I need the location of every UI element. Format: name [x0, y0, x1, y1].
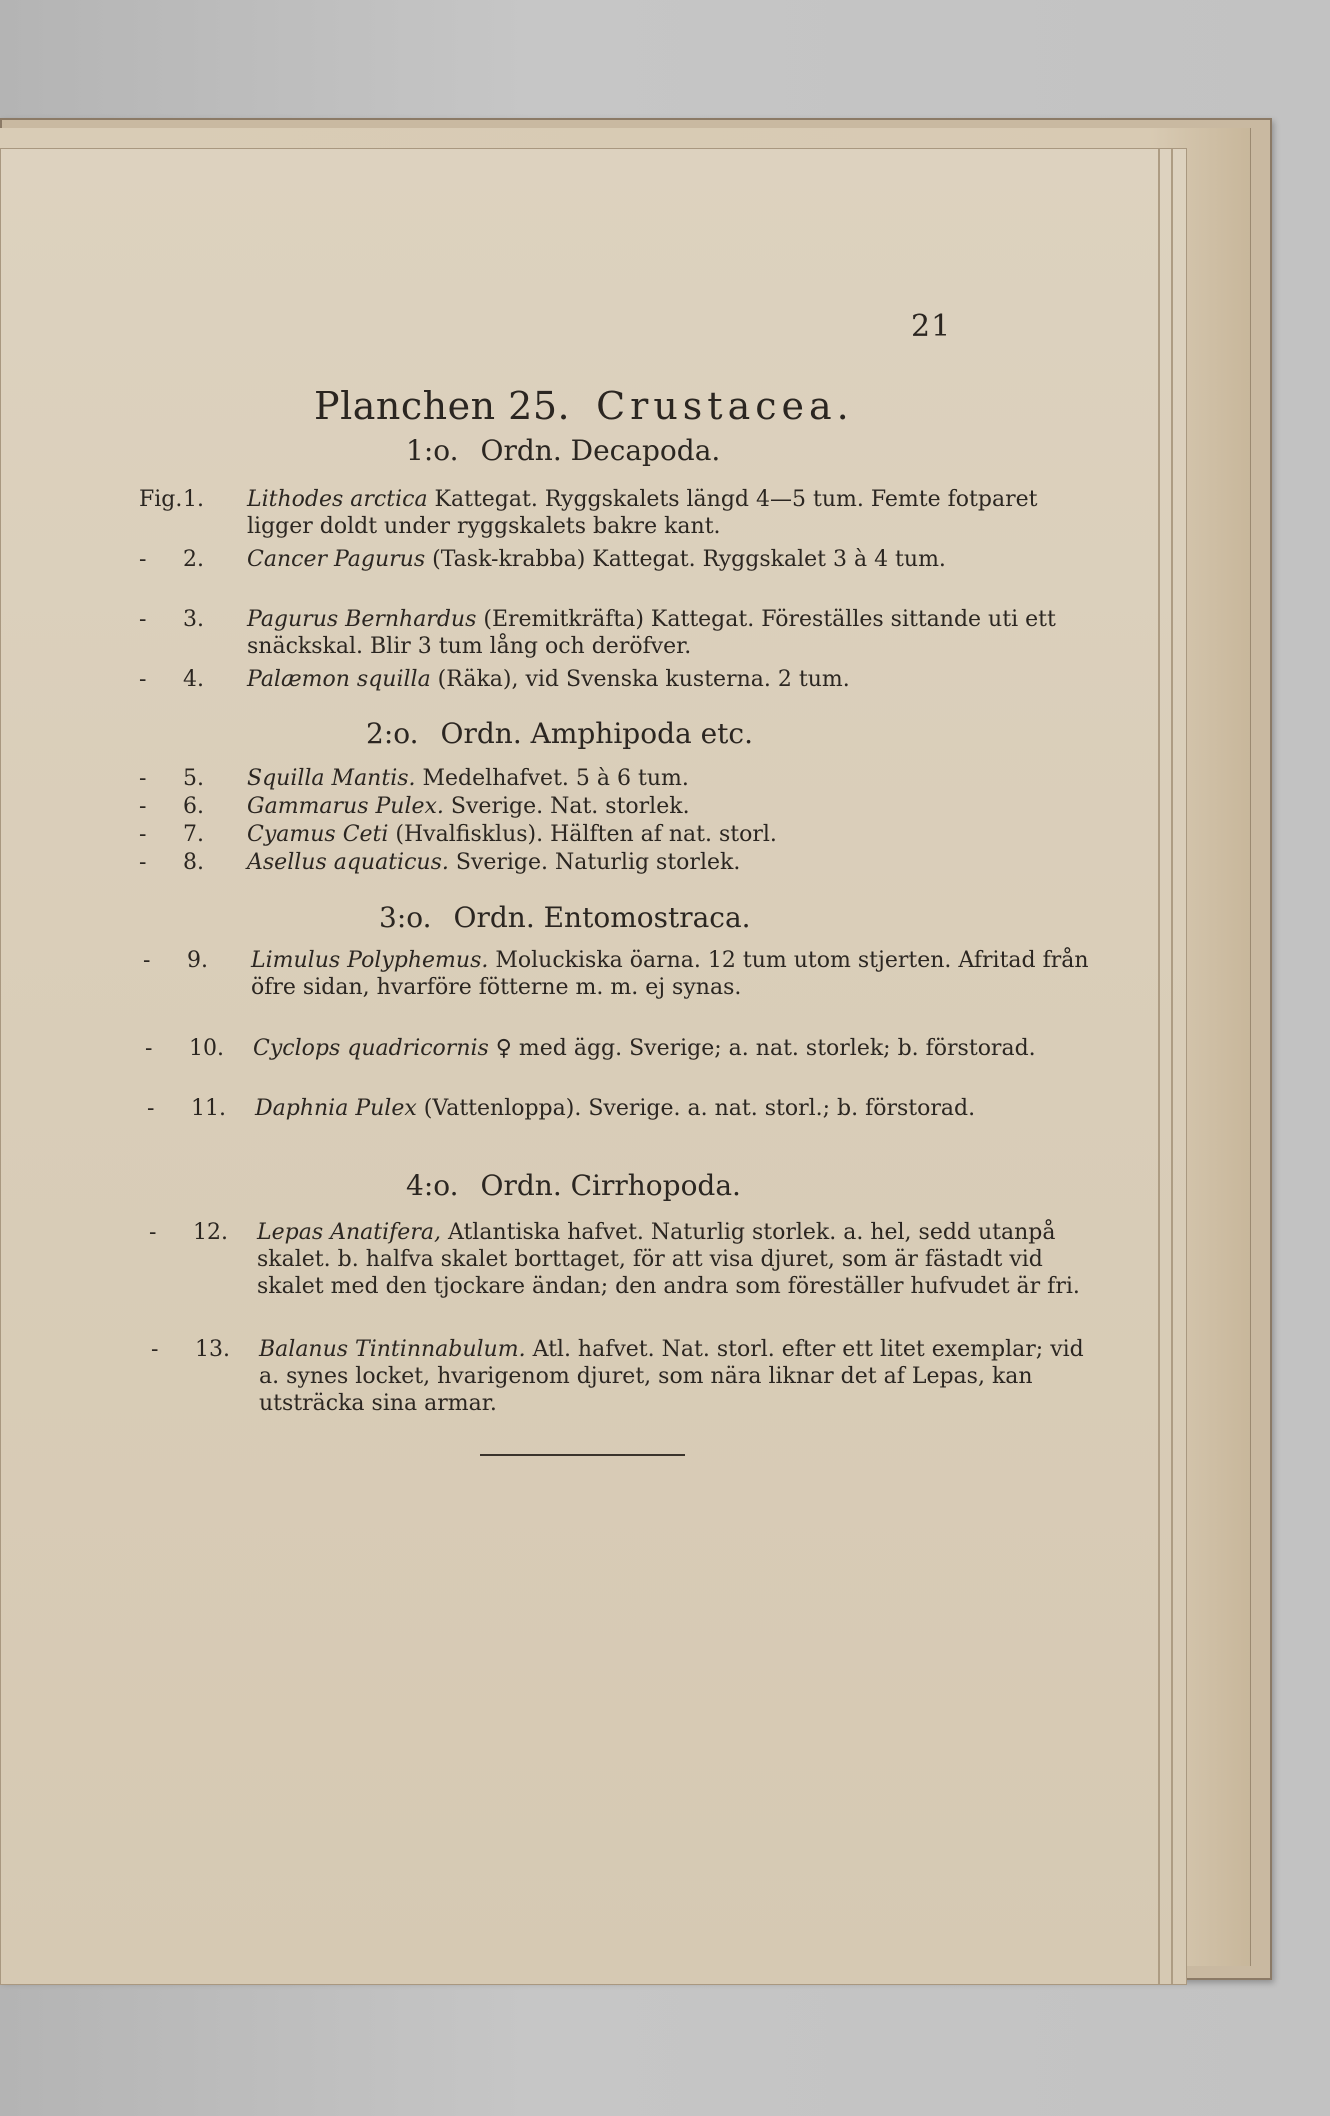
figure-prefix	[151, 1336, 246, 1363]
entry-marker: -	[139, 850, 147, 875]
entry-marker: -	[147, 1096, 155, 1121]
figure-entry	[139, 606, 1092, 660]
page-number: 21	[911, 309, 952, 344]
figure-number: 3.	[183, 607, 204, 632]
order-label: Ordn. Amphipoda etc.	[440, 717, 753, 750]
order-heading	[406, 1169, 741, 1202]
figure-entry	[139, 849, 1092, 876]
species-description: (Vattenloppa). Sverige. a. nat. storl.; b. förstorad.	[416, 1096, 976, 1121]
figure-prefix	[139, 486, 234, 513]
figure-entry	[151, 1336, 1104, 1417]
entry-marker: -	[139, 667, 147, 692]
figure-number: 11.	[191, 1096, 226, 1121]
order-number: 3:o.	[379, 901, 432, 934]
species-description: Atlantiska hafvet. Naturlig storlek. a. hel, sedd utanpå skalet. b. halfva skalet borttaget, för att visa djuret, som är fästadt vid skalet med den tjockare ändan; den andra som föreställer hufvudet är fri.	[257, 1220, 1080, 1299]
species-description: Medelhafvet. 5 à 6 tum.	[415, 766, 689, 791]
figure-prefix	[145, 1035, 240, 1062]
entry-marker: -	[139, 822, 147, 847]
figure-entry	[139, 821, 1092, 848]
figure-prefix	[139, 765, 234, 792]
book-page	[0, 148, 1187, 1985]
species-description: Sverige. Naturlig storlek.	[448, 850, 741, 875]
figure-number: 7.	[183, 822, 204, 847]
figure-prefix	[139, 821, 234, 848]
species-name: Daphnia Pulex	[255, 1096, 417, 1121]
figure-entry	[149, 1219, 1102, 1300]
figure-prefix	[139, 546, 234, 573]
species-name: Squilla Mantis.	[247, 766, 416, 791]
species-description: (Hvalfisklus). Hälften af nat. storl.	[388, 822, 777, 847]
figure-number: 6.	[183, 794, 204, 819]
order-label: Ordn. Decapoda.	[480, 434, 721, 467]
entry-marker: -	[139, 794, 147, 819]
species-name: Cyclops quadricornis	[253, 1036, 489, 1061]
species-name: Gammarus Pulex.	[247, 794, 444, 819]
figure-entry	[143, 947, 1096, 1001]
figure-number: 12.	[193, 1220, 228, 1245]
figure-number: 4.	[183, 667, 204, 692]
order-heading	[366, 717, 753, 750]
order-heading	[406, 434, 720, 467]
entry-marker: Fig.	[139, 487, 183, 512]
species-name: Limulus Polyphemus.	[251, 948, 489, 973]
figure-prefix	[139, 666, 234, 693]
species-name: Cyamus Ceti	[247, 822, 389, 847]
page-edge-line	[1171, 149, 1173, 1984]
figure-entry	[139, 793, 1092, 820]
figure-prefix	[139, 606, 234, 633]
figure-prefix	[149, 1219, 244, 1246]
figure-number: 10.	[189, 1036, 224, 1061]
species-name: Balanus Tintinnabulum.	[259, 1337, 526, 1362]
figure-entry	[139, 546, 1092, 573]
figure-prefix	[147, 1095, 242, 1122]
species-description: Sverige. Nat. storlek.	[443, 794, 690, 819]
figure-entry	[145, 1035, 1098, 1062]
figure-entry	[139, 486, 1092, 540]
entry-marker: -	[139, 766, 147, 791]
order-heading	[379, 901, 751, 934]
species-description: (Eremitkräfta) Kattegat. Föreställes sittande uti ett snäckskal. Blir 3 tum lång och deröfver.	[247, 607, 1056, 659]
figure-number: 2.	[183, 547, 204, 572]
figure-number: 1.	[183, 487, 204, 512]
figure-number: 8.	[183, 850, 204, 875]
order-number: 4:o.	[406, 1169, 459, 1202]
order-number: 2:o.	[366, 717, 419, 750]
species-name: Pagurus Bernhardus	[247, 607, 477, 632]
species-name: Lithodes arctica	[247, 487, 428, 512]
entry-marker: -	[145, 1036, 153, 1061]
order-number: 1:o.	[406, 434, 459, 467]
class-label: Crustacea.	[596, 384, 854, 428]
figure-entry	[139, 765, 1092, 792]
entry-marker: -	[149, 1220, 157, 1245]
species-name: Cancer Pagurus	[247, 547, 426, 572]
species-description: Atl. hafvet. Nat. storl. efter ett litet exemplar; vid a. synes locket, hvarigenom djuret, som nära liknar det af Lepas, kan utsträcka sina armar.	[259, 1337, 1084, 1416]
figure-number: 5.	[183, 766, 204, 791]
plate-label: Planchen 25.	[314, 384, 571, 428]
species-description: Moluckiska öarna. 12 tum utom stjerten. Afritad från öfre sidan, hvarföre fötterne m. m. ej synas.	[251, 948, 1089, 1000]
entry-marker: -	[139, 607, 147, 632]
figure-entry	[139, 666, 1092, 693]
order-label: Ordn. Entomostraca.	[453, 901, 751, 934]
figure-prefix	[139, 849, 234, 876]
species-description: (Räka), vid Svenska kusterna. 2 tum.	[430, 667, 850, 692]
figure-number: 13.	[195, 1337, 230, 1362]
entry-marker: -	[139, 547, 147, 572]
entry-marker: -	[151, 1337, 159, 1362]
page-title	[314, 384, 854, 428]
species-name: Palæmon squilla	[247, 667, 431, 692]
entry-marker: -	[143, 948, 151, 973]
species-description: Kattegat. Ryggskalets längd 4—5 tum. Femte fotparet ligger doldt under ryggskalets bakre kant.	[247, 487, 1038, 539]
figure-prefix	[139, 793, 234, 820]
end-rule	[480, 1454, 685, 1456]
species-description: ♀ med ägg. Sverige; a. nat. storlek; b. förstorad.	[488, 1036, 1036, 1061]
species-name: Lepas Anatifera,	[257, 1220, 441, 1245]
species-name: Asellus aquaticus.	[247, 850, 449, 875]
figure-entry	[147, 1095, 1100, 1122]
figure-number: 9.	[187, 948, 208, 973]
species-description: (Task-krabba) Kattegat. Ryggskalet 3 à 4 tum.	[425, 547, 946, 572]
figure-prefix	[143, 947, 238, 974]
page-edge-line	[1158, 149, 1160, 1984]
order-label: Ordn. Cirrhopoda.	[480, 1169, 741, 1202]
